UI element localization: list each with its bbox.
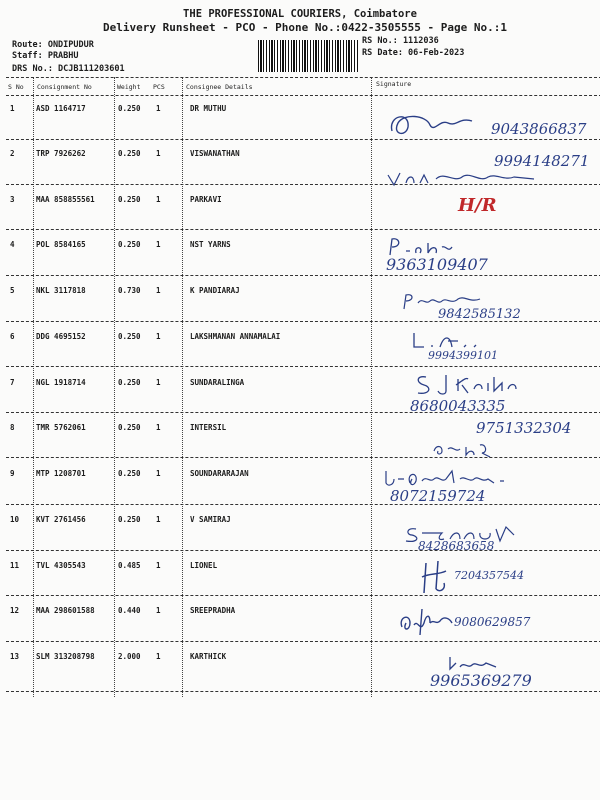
- signature-phone: 9994399101: [428, 349, 498, 362]
- row-consignment: NKL 3117818: [36, 286, 86, 295]
- row-weight: 0.730: [118, 286, 141, 295]
- header-rule: [6, 95, 600, 96]
- row-pcs: 1: [156, 561, 161, 570]
- row-consignee: K PANDIARAJ: [190, 286, 240, 295]
- row-sno: 1: [10, 104, 15, 113]
- row-consignment: TMR 5762061: [36, 423, 86, 432]
- col-header-signature: Signature: [376, 80, 412, 88]
- row-rule: [6, 550, 600, 551]
- row-rule: [6, 595, 600, 596]
- row-sno: 12: [10, 606, 20, 615]
- col-header-consignee: Consignee Details: [186, 83, 253, 91]
- row-consignment: TVL 4305543: [36, 561, 86, 570]
- row-rule: [6, 412, 600, 413]
- col-header-pcs: PCS: [153, 83, 165, 91]
- row-sno: 3: [10, 195, 15, 204]
- row-pcs: 1: [156, 515, 161, 524]
- row-pcs: 1: [156, 240, 161, 249]
- runsheet-table: [6, 77, 600, 697]
- row-rule: [6, 229, 600, 230]
- signature-mark: [430, 439, 510, 459]
- signature-phone: 8428683658: [418, 539, 495, 553]
- row-consignment: ASD 1164717: [36, 104, 86, 113]
- row-consignee: VISWANATHAN: [190, 149, 240, 158]
- row-sno: 13: [10, 652, 20, 661]
- row-consignee: V SAMIRAJ: [190, 515, 231, 524]
- row-pcs: 1: [156, 606, 161, 615]
- col-header-weight: Weight: [117, 83, 141, 91]
- row-weight: 0.440: [118, 606, 141, 615]
- row-sno: 11: [10, 561, 20, 570]
- row-pcs: 1: [156, 195, 161, 204]
- barcode: [258, 40, 358, 72]
- row-sno: 6: [10, 332, 15, 341]
- row-weight: 0.485: [118, 561, 141, 570]
- row-pcs: 1: [156, 332, 161, 341]
- signature-phone: 9965369279: [430, 671, 532, 690]
- row-sno: 5: [10, 286, 15, 295]
- row-consignment: MTP 1208701: [36, 469, 86, 478]
- row-pcs: 1: [156, 469, 161, 478]
- row-consignee: KARTHICK: [190, 652, 227, 661]
- staff-label: Staff: PRABHU: [12, 51, 79, 61]
- row-sno: 7: [10, 378, 15, 387]
- row-pcs: 1: [156, 286, 161, 295]
- row-weight: 0.250: [118, 104, 141, 113]
- row-consignment: MAA 858855561: [36, 195, 95, 204]
- signature-note: H/R: [458, 195, 497, 216]
- row-rule: [6, 366, 600, 367]
- row-rule: [6, 321, 600, 322]
- signature-phone: 7204357544: [454, 569, 524, 582]
- rs-date: RS Date: 06-Feb-2023: [362, 48, 465, 58]
- row-consignee: PARKAVI: [190, 195, 222, 204]
- runsheet-subtitle: Delivery Runsheet - PCO - Phone No.:0422-3505555 - Page No.:1: [103, 21, 507, 34]
- row-rule: [6, 139, 600, 140]
- signature-phone: 9994148271: [494, 152, 590, 170]
- row-consignment: NGL 1918714: [36, 378, 86, 387]
- signature-phone: 9842585132: [438, 307, 521, 322]
- row-weight: 0.250: [118, 149, 141, 158]
- row-sno: 9: [10, 469, 15, 478]
- row-weight: 2.000: [118, 652, 141, 661]
- row-consignment: DDG 4695152: [36, 332, 86, 341]
- row-pcs: 1: [156, 104, 161, 113]
- row-rule: [6, 641, 600, 642]
- row-weight: 0.250: [118, 515, 141, 524]
- row-consignee: LIONEL: [190, 561, 218, 570]
- signature-phone: 9043866837: [491, 120, 587, 138]
- row-weight: 0.250: [118, 195, 141, 204]
- row-weight: 0.250: [118, 378, 141, 387]
- row-consignment: MAA 298601588: [36, 606, 95, 615]
- signature-mark: [446, 655, 506, 671]
- row-pcs: 1: [156, 423, 161, 432]
- row-rule: [6, 184, 600, 185]
- row-consignee: SREEPRADHA: [190, 606, 236, 615]
- row-consignee: SOUNDARARAJAN: [190, 469, 249, 478]
- company-title: THE PROFESSIONAL COURIERS, Coimbatore: [183, 8, 417, 20]
- row-weight: 0.250: [118, 469, 141, 478]
- signature-phone: 8680043335: [410, 397, 506, 415]
- row-weight: 0.250: [118, 423, 141, 432]
- row-sno: 2: [10, 149, 15, 158]
- signature-mark: [382, 467, 532, 489]
- column-divider: [371, 77, 372, 697]
- column-divider: [182, 77, 183, 697]
- row-consignee: LAKSHMANAN ANNAMALAI: [190, 332, 281, 341]
- row-consignee: INTERSIL: [190, 423, 227, 432]
- rs-number: RS No.: 1112036: [362, 36, 439, 46]
- column-divider: [114, 77, 115, 697]
- row-consignee: NST YARNS: [190, 240, 231, 249]
- row-weight: 0.250: [118, 240, 141, 249]
- row-consignment: SLM 313208798: [36, 652, 95, 661]
- row-consignment: POL 8584165: [36, 240, 86, 249]
- row-pcs: 1: [156, 652, 161, 661]
- signature-mark: [410, 329, 490, 351]
- signature-mark: [416, 559, 456, 599]
- row-rule: [6, 691, 600, 692]
- col-header-sno: S No: [8, 83, 24, 91]
- signature-phone: 9363109407: [386, 255, 488, 274]
- signature-phone: 8072159724: [390, 487, 486, 505]
- signature-mark: [396, 605, 456, 637]
- table-top-rule: [6, 77, 600, 78]
- row-pcs: 1: [156, 149, 161, 158]
- column-divider: [33, 77, 34, 697]
- signature-phone: 9080629857: [454, 615, 531, 629]
- row-rule: [6, 504, 600, 505]
- signature-phone: 9751332304: [476, 419, 572, 437]
- row-sno: 8: [10, 423, 15, 432]
- row-sno: 4: [10, 240, 15, 249]
- signature-mark: [384, 169, 544, 189]
- row-consignee: DR MUTHU: [190, 104, 227, 113]
- row-consignee: SUNDARALINGA: [190, 378, 245, 387]
- drs-number: DRS No.: DCJB111203601: [12, 64, 125, 74]
- row-rule: [6, 275, 600, 276]
- row-rule: [6, 457, 600, 458]
- row-consignment: TRP 7926262: [36, 149, 86, 158]
- route-label: Route: ONDIPUDUR: [12, 40, 94, 50]
- row-pcs: 1: [156, 378, 161, 387]
- signature-mark: [412, 371, 542, 397]
- row-sno: 10: [10, 515, 20, 524]
- row-weight: 0.250: [118, 332, 141, 341]
- row-consignment: KVT 2761456: [36, 515, 86, 524]
- col-header-consignment: Consignment No: [37, 83, 92, 91]
